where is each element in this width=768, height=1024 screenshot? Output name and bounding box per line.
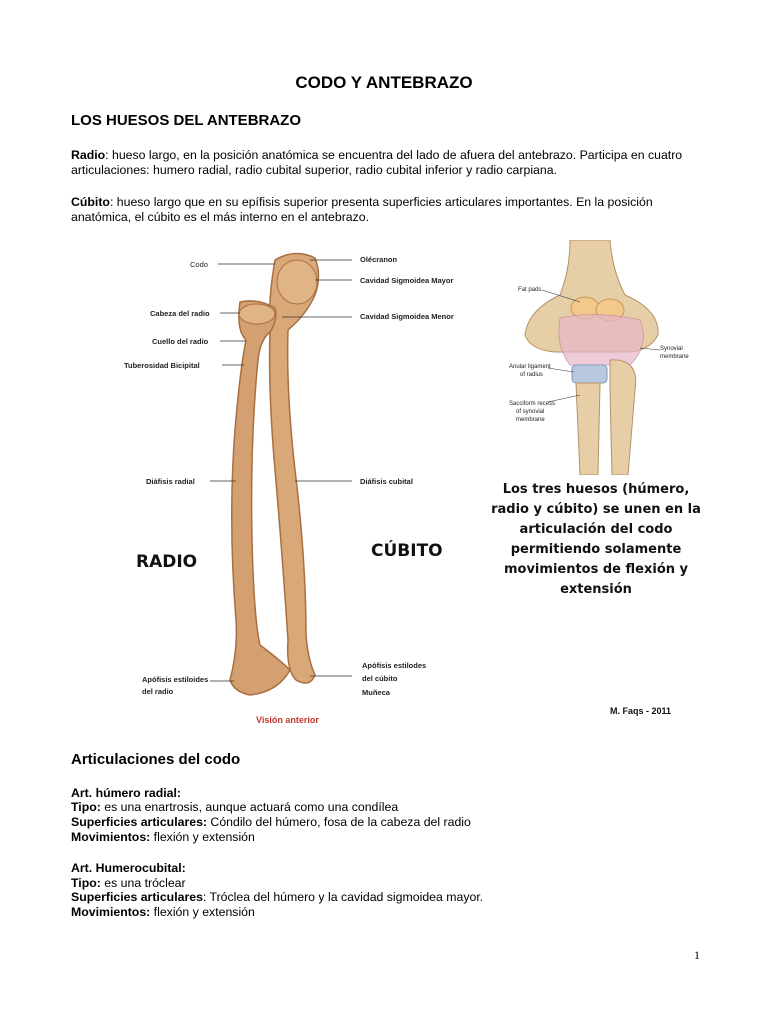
label-cubito-big: CÚBITO xyxy=(371,541,443,561)
label-cavidad-menor: Cavidad Sigmoidea Menor xyxy=(360,312,454,321)
caption-line: radio y cúbito) se unen en la xyxy=(491,502,701,517)
page-title: CODO Y ANTEBRAZO xyxy=(295,73,473,92)
ulna-bone xyxy=(270,253,319,683)
label-cuello-radio: Cuello del radio xyxy=(152,337,209,346)
label-synovial-2: membrane xyxy=(660,354,689,360)
art2-name: Art. Humerocubital: xyxy=(71,861,186,875)
caption-line: extensión xyxy=(560,582,632,597)
label-codo: Codo xyxy=(190,260,208,269)
label-cabeza-radio: Cabeza del radio xyxy=(150,309,210,318)
art1-tipo: Tipo: es una enartrosis, aunque actuará como una condílea xyxy=(71,800,399,814)
page-number: 1 xyxy=(694,948,700,962)
radial-head-shape xyxy=(239,304,275,324)
label-fat-pads: Fat pads xyxy=(518,287,542,293)
art2-superficies: Superficies articulares: Tróclea del húmero y la cavidad sigmoidea mayor. xyxy=(71,890,484,904)
art1-movimientos: Movimientos: flexión y extensión xyxy=(71,830,255,844)
olecranon-shape xyxy=(277,260,317,304)
label-sacci-3: membrane xyxy=(516,417,545,423)
label-radio-big: RADIO xyxy=(136,552,198,572)
caption-line: movimientos de flexión y xyxy=(503,562,689,577)
label-muneca: Muñeca xyxy=(362,688,390,697)
art2-movimientos: Movimientos: flexión y extensión xyxy=(71,905,255,919)
caption-line: Los tres huesos (húmero, xyxy=(502,482,690,497)
label-diafisis-radial: Diáfisis radial xyxy=(146,477,195,486)
label-anular-2: of radius xyxy=(520,372,544,378)
ulna-shaft xyxy=(610,360,636,475)
label-diafisis-cubital: Diáfisis cubital xyxy=(360,477,413,486)
label-cavidad-mayor: Cavidad Sigmoidea Mayor xyxy=(360,276,454,285)
term-cubito: Cúbito xyxy=(71,195,110,209)
label-apofisis-radio-2: del radio xyxy=(142,687,174,696)
label-sacci-2: of synovial xyxy=(516,409,545,415)
paragraph-radio xyxy=(71,148,711,178)
section-heading-joints: Articulaciones del codo xyxy=(71,751,241,768)
label-sacci-1: Sacciform recess xyxy=(509,401,556,407)
anular-ligament xyxy=(572,365,607,383)
text-radio: : hueso largo, en la posición anatómica se encuentra del lado de afuera del antebrazo. Participa en cuatro articulaciones: humero radial, radio cubital superior, radio cubital inferior y radio carpiana. xyxy=(71,148,683,177)
figure-caption xyxy=(486,480,706,600)
label-tuberosidad: Tuberosidad Bicipital xyxy=(124,361,200,370)
text-cubito: : hueso largo que en su epífisis superior presenta superficies articulares importantes. En la posición anatómica, el cúbito es el más interno en el antebrazo. xyxy=(71,195,653,224)
figure-credit: M. Faqs - 2011 xyxy=(610,706,672,716)
label-synovial-1: Synovial xyxy=(660,346,683,352)
label-vision-anterior: Visión anterior xyxy=(256,715,319,725)
paragraph-cubito xyxy=(71,195,711,225)
label-anular-1: Anular ligament xyxy=(509,364,551,370)
label-olecranon: Olécranon xyxy=(360,255,398,264)
elbow-joint-illustration xyxy=(500,240,680,475)
label-apofisis-radio-1: Apófisis estiloides xyxy=(142,675,209,684)
term-radio: Radio xyxy=(71,148,106,162)
art1-name: Art. húmero radial: xyxy=(71,786,182,800)
elbow-drawing xyxy=(500,240,680,475)
art1-superficies: Superficies articulares: Cóndilo del húmero, fosa de la cabeza del radio xyxy=(71,815,471,829)
caption-line: permitiendo solamente xyxy=(510,542,682,557)
caption-line: articulación del codo xyxy=(519,522,673,537)
label-apofisis-cubito-2: del cúbito xyxy=(362,674,398,683)
label-apofisis-cubito-1: Apófisis estilodes xyxy=(362,661,427,670)
art2-tipo: Tipo: es una tróclear xyxy=(71,876,186,890)
synovial-membrane xyxy=(559,314,644,365)
section-heading-bones: LOS HUESOS DEL ANTEBRAZO xyxy=(71,112,302,129)
radius-shaft xyxy=(576,383,600,475)
